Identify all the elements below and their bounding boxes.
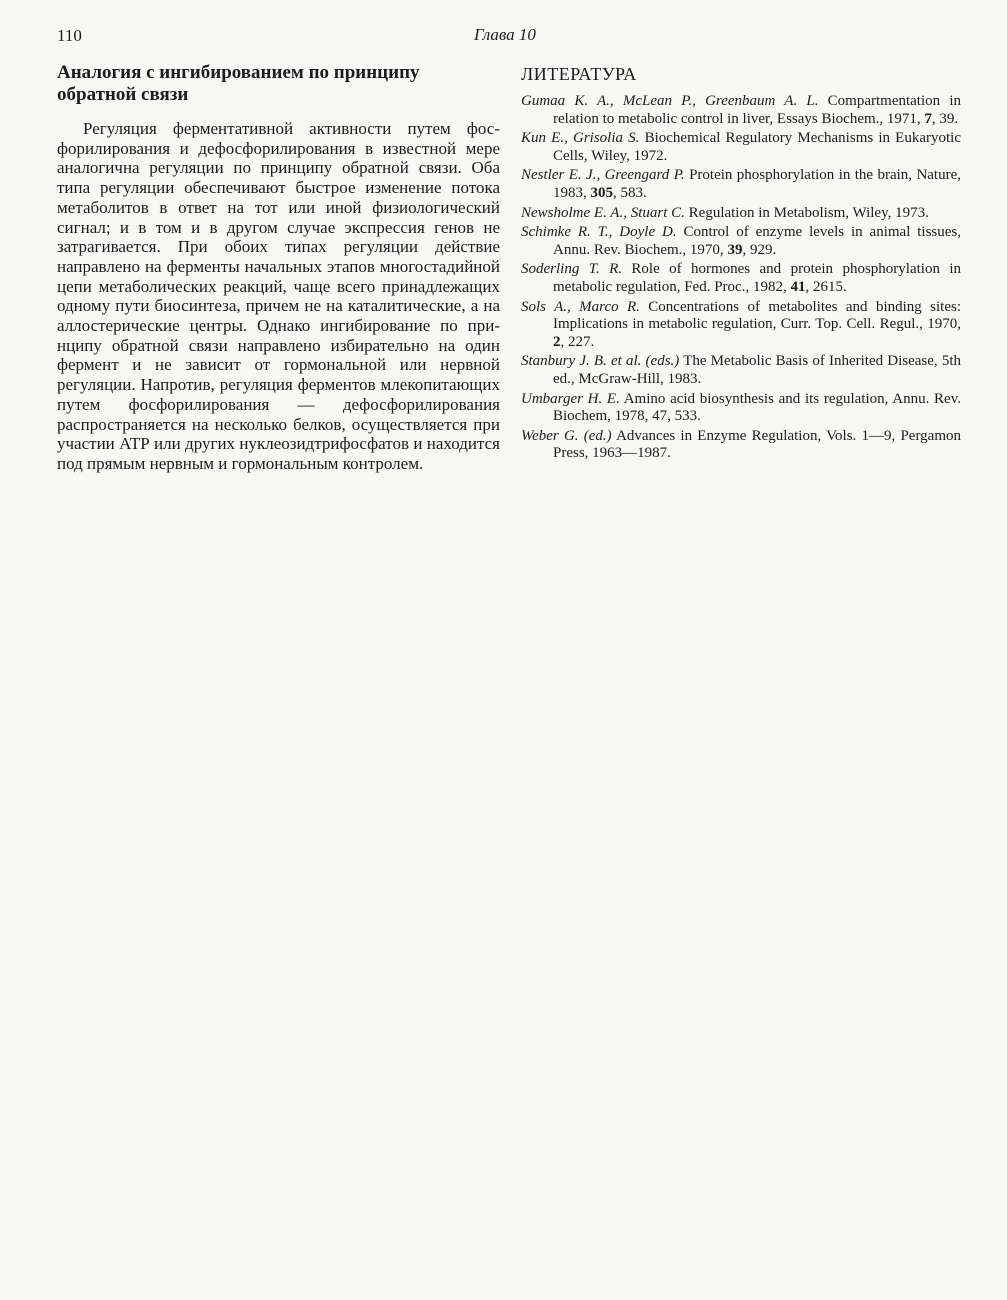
reference-authors: Schimke R. T., Doyle D. <box>521 224 677 241</box>
reference-rest: , 583. <box>613 184 647 201</box>
reference-volume: 305 <box>590 184 613 201</box>
reference-authors: Gumaa K. A., McLean P., Greenbaum A. L. <box>521 93 819 109</box>
reference-item <box>521 224 961 259</box>
section-title: Аналогия с ингибированием по принципу обратной связи <box>57 62 420 105</box>
reference-item <box>521 353 961 388</box>
reference-authors: Nestler E. J., Greengard P. <box>521 167 685 184</box>
reference-item <box>521 391 961 426</box>
references-title: ЛИТЕРАТУРА <box>521 64 637 84</box>
reference-text: Role of hormones and protein phosphorylation in metabolic regulation, Fed. Proc., 1982, <box>553 261 961 295</box>
reference-rest: , 39. <box>931 110 959 127</box>
reference-item <box>521 130 961 165</box>
reference-item <box>521 261 961 296</box>
running-head: Глава 10 <box>474 25 536 44</box>
reference-rest: , 2615. <box>805 278 847 295</box>
reference-authors: Stanbury J. B. et al. (eds.) <box>521 353 680 370</box>
reference-text: Control of enzyme levels in animal tissues, Annu. Rev. Biochem., 1970, <box>553 224 962 258</box>
reference-volume: 7 <box>924 110 932 127</box>
reference-authors: Weber G. (ed.) <box>521 427 612 444</box>
reference-text: Advances in Enzyme Regulation, Vols. 1—9, Pergamon Press, 1963—1987. <box>553 427 961 462</box>
reference-rest: , 929. <box>742 241 777 258</box>
reference-text: Biochemical Regulatory Mechanisms in Eukaryotic Cells, Wiley, 1972. <box>553 130 961 164</box>
reference-authors: Soderling T. R. <box>521 261 622 278</box>
section-column <box>57 62 500 474</box>
references-column <box>521 64 961 465</box>
reference-text: The Metabolic Basis of Inherited Disease, 5th ed., McGraw-Hill, 1983. <box>553 353 962 387</box>
reference-volume: 39 <box>727 241 743 258</box>
reference-volume: 2 <box>553 333 561 350</box>
reference-text: Protein phosphorylation in the brain, Nature, 1983, <box>553 167 962 201</box>
reference-text: Amino acid biosynthesis and its regulation, Annu. Rev. Biochem, 1978, 47, 533. <box>553 390 961 425</box>
reference-text: Concentrations of metabolites and binding sites: Implications in metabolic regulation, Curr. Top. Cell. Regul., 1970, <box>553 298 961 333</box>
references-list <box>521 93 961 463</box>
reference-volume: 41 <box>790 278 806 295</box>
reference-item <box>521 205 961 223</box>
reference-authors: Umbarger H. E. <box>521 390 620 407</box>
reference-authors: Newsholme E. A., Stuart C. <box>521 204 685 221</box>
page-number: 110 <box>57 26 82 45</box>
reference-rest: , 227. <box>560 333 595 350</box>
reference-text: Regulation in Metabolism, Wiley, 1973. <box>688 204 929 221</box>
reference-item <box>521 428 961 463</box>
reference-item <box>521 93 961 128</box>
reference-item <box>521 167 961 202</box>
reference-authors: Kun E., Grisolia S. <box>521 130 640 147</box>
reference-item <box>521 299 961 352</box>
reference-text: Compartmentation in relation to metabolic control in liver, Essays Biochem., 1971, <box>553 93 961 127</box>
section-body: Регуляция ферментативной активности путем фосфорилирования и дефосфорилирования в известной мере аналогична регуляции по принципу обратной связи. Оба типа регуляции обеспечивают быстрое изменение потока метаболитов в ответ на тот или иной физиологический сигнал; и в том и в другом случае экспрессия генов не затрагивается. При обоих типах регуляции действие направлено на ферменты начальных этапов многостадийной цепи метаболических реакций, чаще всего принадлежащих одному пути биосинтеза, причем не на каталитические, а на аллостерические центры. Однако ингибирование по принципу обратной связи направлено избирательно на один фермент и не зависит от гормональной или нервной регуляции. Напротив, регуляция ферментов млекопитающих путем фосфорилирования — дефосфорилирования распространяется на несколько белков, осуществляется при участии АТР или других нуклеозидтрифосфатов и находится под прямым нервным и гормональным контролем. <box>57 119 500 473</box>
reference-authors: Sols A., Marco R. <box>521 298 640 315</box>
